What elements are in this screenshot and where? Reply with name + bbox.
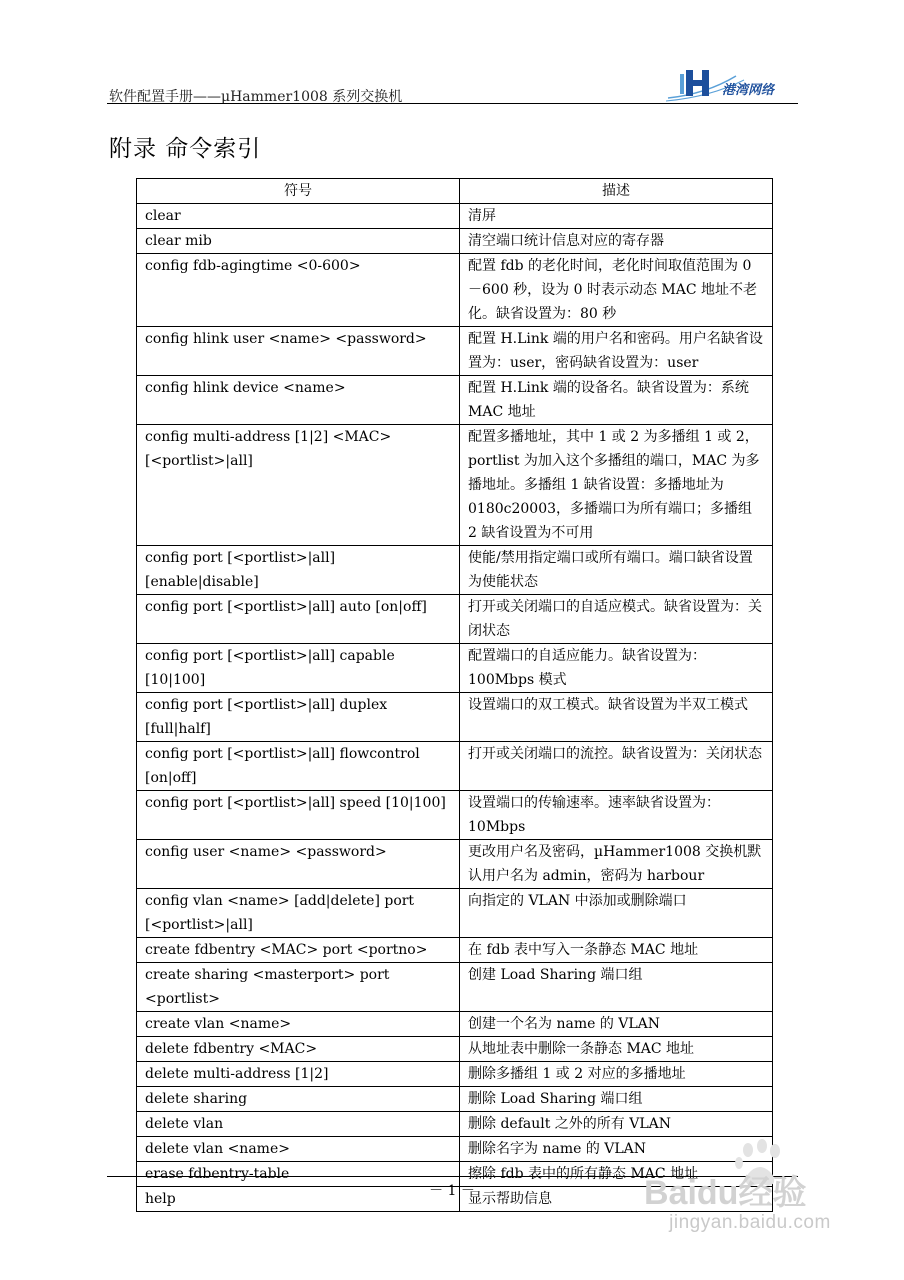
company-logo <box>666 68 790 102</box>
description-cell: 设置端口的传输速率。速率缺省设置为：10Mbps <box>460 791 773 840</box>
command-cell: delete vlan <name> <box>137 1137 460 1162</box>
description-cell: 在 fdb 表中写入一条静态 MAC 地址 <box>460 938 773 963</box>
description-cell: 设置端口的双工模式。缺省设置为半双工模式 <box>460 693 773 742</box>
table-row <box>137 327 773 376</box>
description-cell: 删除多播组 1 或 2 对应的多播地址 <box>460 1062 773 1087</box>
description-cell: 显示帮助信息 <box>460 1187 773 1212</box>
column-header-symbol: 符号 <box>137 179 460 204</box>
command-cell: delete vlan <box>137 1112 460 1137</box>
table-row <box>137 1087 773 1112</box>
command-cell: create fdbentry <MAC> port <portno> <box>137 938 460 963</box>
command-cell: config port [<portlist>|all] speed [10|100] <box>137 791 460 840</box>
command-cell: config hlink user <name> <password> <box>137 327 460 376</box>
table-row <box>137 938 773 963</box>
table-row <box>137 595 773 644</box>
page-number: － 1 － <box>429 1183 475 1199</box>
header-divider <box>107 103 798 104</box>
command-cell: clear mib <box>137 229 460 254</box>
command-cell: clear <box>137 204 460 229</box>
description-cell: 打开或关闭端口的流控。缺省设置为：关闭状态 <box>460 742 773 791</box>
description-cell: 删除名字为 name 的 VLAN <box>460 1137 773 1162</box>
table-row <box>137 204 773 229</box>
table-row <box>137 1037 773 1062</box>
table-row <box>137 840 773 889</box>
description-cell: 配置 H.Link 端的设备名。缺省设置为：系统 MAC 地址 <box>460 376 773 425</box>
table-row <box>137 693 773 742</box>
command-cell: delete multi-address [1|2] <box>137 1062 460 1087</box>
table-row <box>137 1112 773 1137</box>
command-cell: config vlan <name> [add|delete] port [<portlist>|all] <box>137 889 460 938</box>
command-cell: create vlan <name> <box>137 1012 460 1037</box>
page-title: 附录 命令索引 <box>109 136 262 162</box>
table-row <box>137 254 773 327</box>
command-cell: config port [<portlist>|all] flowcontrol [on|off] <box>137 742 460 791</box>
description-cell: 从地址表中删除一条静态 MAC 地址 <box>460 1037 773 1062</box>
description-cell: 创建 Load Sharing 端口组 <box>460 963 773 1012</box>
description-cell: 向指定的 VLAN 中添加或删除端口 <box>460 889 773 938</box>
description-cell: 使能/禁用指定端口或所有端口。端口缺省设置为使能状态 <box>460 546 773 595</box>
table-row <box>137 791 773 840</box>
watermark-brand: Baidu经验 <box>644 1174 807 1212</box>
description-cell: 创建一个名为 name 的 VLAN <box>460 1012 773 1037</box>
command-cell: config port [<portlist>|all] [enable|disable] <box>137 546 460 595</box>
command-cell: config port [<portlist>|all] capable [10|100] <box>137 644 460 693</box>
description-cell: 配置端口的自适应能力。缺省设置为：100Mbps 模式 <box>460 644 773 693</box>
command-cell: help <box>137 1187 460 1212</box>
table-row <box>137 229 773 254</box>
description-cell: 清屏 <box>460 204 773 229</box>
description-cell: 配置 fdb 的老化时间，老化时间取值范围为 0－600 秒，设为 0 时表示动态 MAC 地址不老化。缺省设置为：80 秒 <box>460 254 773 327</box>
command-cell: create sharing <masterport> port <portlist> <box>137 963 460 1012</box>
description-cell: 配置 H.Link 端的用户名和密码。用户名缺省设置为：user，密码缺省设置为：user <box>460 327 773 376</box>
table-header-row <box>137 179 773 204</box>
table-row <box>137 376 773 425</box>
table-row <box>137 963 773 1012</box>
description-cell: 打开或关闭端口的自适应模式。缺省设置为：关闭状态 <box>460 595 773 644</box>
table-row <box>137 425 773 546</box>
logo-text: 港湾网络 <box>722 83 775 98</box>
command-cell: config fdb-agingtime <0-600> <box>137 254 460 327</box>
table-row <box>137 546 773 595</box>
description-cell: 配置多播地址，其中 1 或 2 为多播组 1 或 2，portlist 为加入这个多播组的端口，MAC 为多播地址。多播组 1 缺省设置：多播地址为 0180c20003，多播端口为所有端口；多播组 2 缺省设置为不可用 <box>460 425 773 546</box>
command-cell: delete sharing <box>137 1087 460 1112</box>
command-cell: config multi-address [1|2] <MAC> [<portlist>|all] <box>137 425 460 546</box>
table-row <box>137 1012 773 1037</box>
command-cell: config hlink device <name> <box>137 376 460 425</box>
table-row <box>137 644 773 693</box>
description-cell: 清空端口统计信息对应的寄存器 <box>460 229 773 254</box>
command-cell: config user <name> <password> <box>137 840 460 889</box>
table-row <box>137 1062 773 1087</box>
table-row <box>137 742 773 791</box>
command-cell: delete fdbentry <MAC> <box>137 1037 460 1062</box>
header-title: 软件配置手册——µHammer1008 系列交换机 <box>109 89 403 105</box>
command-cell: config port [<portlist>|all] duplex [full|half] <box>137 693 460 742</box>
command-index-table <box>136 178 773 1212</box>
watermark-url: jingyan.baidu.com <box>669 1212 831 1233</box>
command-cell: config port [<portlist>|all] auto [on|off] <box>137 595 460 644</box>
description-cell: 删除 default 之外的所有 VLAN <box>460 1112 773 1137</box>
description-cell: 擦除 fdb 表中的所有静态 MAC 地址 <box>460 1162 773 1187</box>
command-cell: erase fdbentry-table <box>137 1162 460 1187</box>
table-row <box>137 889 773 938</box>
description-cell: 更改用户名及密码，µHammer1008 交换机默认用户名为 admin，密码为 harbour <box>460 840 773 889</box>
description-cell: 删除 Load Sharing 端口组 <box>460 1087 773 1112</box>
column-header-description: 描述 <box>460 179 773 204</box>
